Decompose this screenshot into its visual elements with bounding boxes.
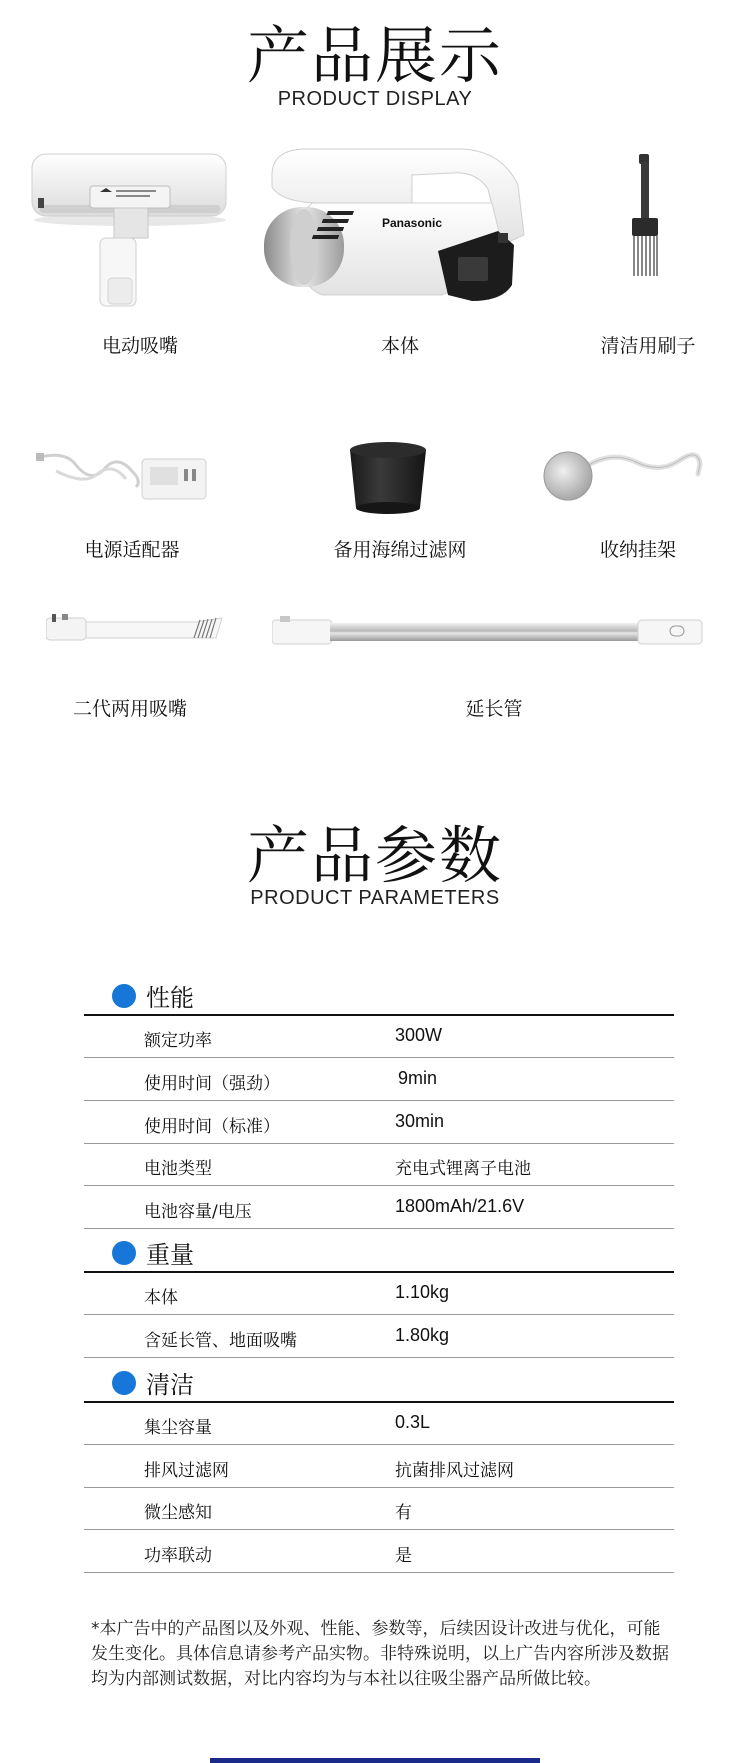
param-value: 0.3L	[395, 1412, 431, 1432]
param-key: 本体	[144, 1288, 178, 1308]
table-row	[84, 1273, 674, 1315]
param-key: 电池容量/电压	[144, 1202, 252, 1222]
main-body-image	[262, 145, 552, 320]
table-row	[84, 1488, 674, 1530]
item-label-brush: 清洁用刷子	[600, 335, 696, 357]
bullet-dot	[112, 1241, 136, 1265]
section-performance	[112, 978, 194, 1013]
storage-hook-image	[540, 440, 710, 510]
item-label-two-way-nozzle: 二代两用吸嘴	[72, 698, 187, 720]
param-key: 电池类型	[144, 1159, 212, 1179]
section-weight	[112, 1235, 194, 1270]
sponge-filter-image	[338, 440, 438, 516]
section-title-cleaning: 清洁	[146, 1371, 194, 1399]
power-adapter-image	[36, 445, 216, 505]
param-key: 集尘容量	[144, 1418, 212, 1438]
param-value: 是	[395, 1546, 412, 1566]
param-key: 功率联动	[144, 1546, 212, 1566]
param-value: 1.80kg	[395, 1325, 450, 1345]
param-key: 使用时间（强劲）	[144, 1074, 280, 1094]
parameters-subtitle: PRODUCT PARAMETERS	[250, 887, 500, 909]
disclaimer-text: *本广告中的产品图以及外观、性能、参数等，后续因设计改进与优化，可能发生变化。具体信息请参考产品实物。非特殊说明，以上广告内容所涉及数据均为内部测试数据，对比内容均为与本社以往吸尘器产品所做比较。	[91, 1619, 669, 1689]
item-label-adapter: 电源适配器	[84, 539, 180, 561]
param-key: 含延长管、地面吸嘴	[144, 1331, 297, 1351]
param-key: 额定功率	[144, 1031, 212, 1051]
table-row	[84, 1316, 674, 1358]
param-value: 充电式锂离子电池	[395, 1159, 531, 1179]
cleaning-brush-image	[622, 150, 672, 320]
floor-nozzle-image	[30, 150, 230, 320]
item-label-extension-tube: 延长管	[465, 698, 523, 720]
param-value: 9min	[398, 1068, 438, 1088]
param-value: 300W	[395, 1025, 443, 1045]
table-row	[84, 1403, 674, 1445]
extension-tube-image	[272, 610, 704, 656]
item-label-sponge-filter: 备用海绵过滤网	[333, 539, 467, 561]
param-value: 有	[395, 1503, 412, 1523]
parameters-title: 产品参数	[246, 819, 503, 892]
param-value: 抗菌排风过滤网	[395, 1461, 514, 1481]
table-row	[84, 1531, 674, 1573]
param-key: 微尘感知	[144, 1503, 212, 1523]
table-row	[84, 1144, 674, 1186]
table-row	[84, 1102, 674, 1144]
item-label-floor-nozzle: 电动吸嘴	[101, 335, 178, 357]
table-row	[84, 1059, 674, 1101]
display-title: 产品展示	[246, 19, 503, 92]
bottom-bar	[210, 1758, 540, 1763]
item-label-main-body: 本体	[380, 335, 419, 357]
section-cleaning	[112, 1365, 194, 1400]
table-row	[84, 1016, 674, 1058]
param-value: 30min	[395, 1111, 445, 1131]
table-row	[84, 1446, 674, 1488]
param-key: 排风过滤网	[144, 1461, 229, 1481]
table-row	[84, 1187, 674, 1229]
bullet-dot	[112, 1371, 136, 1395]
param-key: 使用时间（标准）	[144, 1117, 280, 1137]
display-subtitle: PRODUCT DISPLAY	[277, 88, 473, 110]
bullet-dot	[112, 984, 136, 1008]
section-title-performance: 性能	[146, 984, 194, 1012]
param-value: 1800mAh/21.6V	[395, 1196, 525, 1216]
item-label-storage-hook: 收纳挂架	[599, 539, 676, 561]
param-value: 1.10kg	[395, 1282, 450, 1302]
section-title-weight: 重量	[146, 1241, 194, 1269]
brand-logo: Panasonic	[382, 216, 443, 230]
two-way-nozzle-image	[46, 610, 226, 650]
